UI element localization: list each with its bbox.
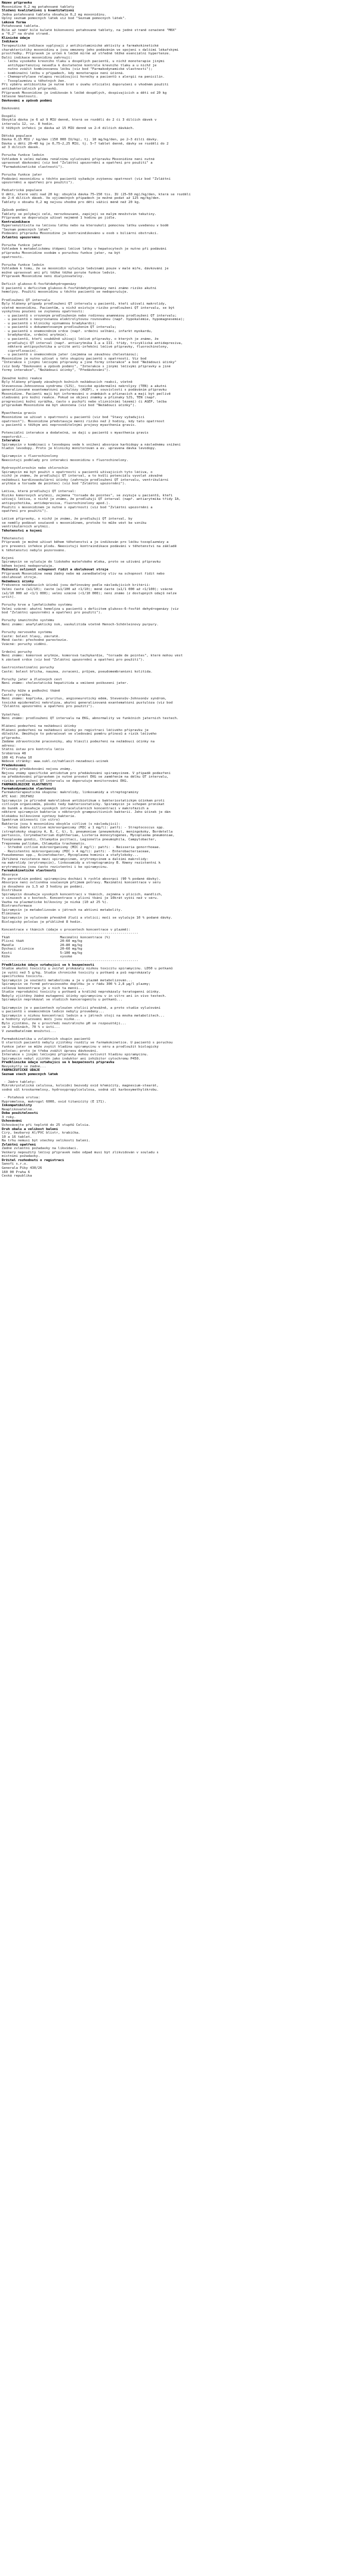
text-line: Hlášení podezření na nežádoucí účinky xyxy=(2,724,76,729)
text-line: do 2–4 dílčích dávek. Ve výjimečných případech je možné podat až 125 mg/kg/den. xyxy=(2,196,161,201)
section-heading: Druh obalu a velikost balení xyxy=(2,1127,58,1131)
text-line: Spiramycin je metabolizován v játrech na aktivní metabolity. xyxy=(2,908,123,912)
text-line: Přípravek Moxonidine není dialyzovatelný. xyxy=(2,275,85,279)
text-line: Nevyskytly se žádné... xyxy=(2,1064,47,1069)
text-line: Stevensova-Johnsonova syndromu (SJS), toxické epidermální nekrolýzy (TEN) a akutní xyxy=(2,384,167,388)
text-line: ventrikulárních arytmií. xyxy=(2,525,50,529)
text-line: u pacientů s těžkým ani neprovoditelnými projevy myasthenia gravis. xyxy=(2,423,137,428)
section-heading: Indikace xyxy=(2,40,18,44)
text-line: Časté: bolest hlavy, závratě. xyxy=(2,634,60,638)
text-line: Moxonidine je nutno užívat u této skupiny pacientů s opatrností. Viz bod xyxy=(2,357,147,361)
text-line: poločas; proto je třeba zvážit úpravu dávkování. xyxy=(2,1049,98,1053)
text-line: na makrolidy (erytromycin), linkosamidy a streptograminy B. Kmeny rezistentní k xyxy=(2,861,161,865)
section-heading: Předklinické údaje vztahující se k bezpečnosti přípravku xyxy=(2,1061,115,1065)
text-line: některé spiramycin bakterie v některých grampozitivních bakterií. Jeho účinek je dán xyxy=(2,810,171,815)
text-line: Pseudomonas spp., Acinetobacter, Mycoplasma hominis a stafylokoky... xyxy=(2,853,139,858)
text-line: Není známo: cholestatická hepatitida a smíšené poškození jater. xyxy=(2,681,129,686)
text-line: hemolýzy. Použití moxonidinu u těchto pacientů se nedoporučuje. xyxy=(2,290,129,294)
text-line: Při výběru antibiotika je nutné brát v úvahu oficiální doporučení o vhodném použití xyxy=(2,83,169,87)
text-line: Biologický poločas je přibližně 8 hodin. xyxy=(2,920,82,924)
text-line: Přípravek se doporučuje užívat nejméně 1 hodinu po jídle. xyxy=(2,216,116,220)
text-line: Veškerý nepoužitý léčivý přípravek nebo odpad musí být zlikvidován v souladu s xyxy=(2,1150,159,1155)
text-line: Dávka u dětí 20–40 kg je 0,75–2,25 MIU, tj. 5–7 tablet denně, dávky se rozdělí do 2 xyxy=(2,142,169,146)
text-line: V zanedbatelném množství... xyxy=(2,1029,56,1033)
text-line: - Velmi dobře citlivé mikroorganismy (MIC ≤ 1 mg/l): patří: - Streptococcus spp. xyxy=(2,826,165,830)
section-heading: Zvláštní opatření xyxy=(2,1143,36,1147)
text-line: Toxoplasma gondii, Chlamydia psittaci, Legionella pneumophila, Campylobacter, xyxy=(2,838,157,842)
text-line: v sinusech a v kostech. Koncentrace v plicní tkáni je 10krát vyšší než v séru. xyxy=(2,896,159,901)
text-line: antipsychotika, antidepresiva, fluorochinolony apod.). xyxy=(2,502,110,505)
text-line: antihypertenzivy nevedla k dostatečné kontrole krevního tlaku a u nichž je xyxy=(2,63,157,67)
text-line: - Potahová vrstva: xyxy=(2,1096,40,1100)
section-heading: FARMACEUTICKÉ ÚDAJE xyxy=(2,1069,40,1073)
text-line: blokádou bílkovinné syntézy bakterie. xyxy=(2,814,76,818)
text-line: specifickou toxicitu. xyxy=(2,975,44,979)
text-line: Byly hlášeny případy závažných kožních nežádoucích reakcí, včetně xyxy=(2,380,132,385)
text-line: Spiramycin ve formě potravinového doplňku je v řádu 300 % 2,8 µg/l plazmy; xyxy=(2,982,151,987)
text-line: "Interakce s jinými léčivými přípravky a jiné formy interakce" a bod "Nežádoucí účinky" xyxy=(2,361,177,365)
text-line: vyskytnou poučeni se zvýšenou opatrností: xyxy=(2,310,85,314)
text-line: během kojení nedoporučuje. xyxy=(2,564,54,568)
text-line: Další indikace moxonidinu zahrnují: xyxy=(2,56,72,60)
text-line: charakteristiky moxonidinu a jsou omezeny jeho podáváním ve spojení s dalšími lékařskými xyxy=(2,48,179,52)
text-line: Šrobárova 48 xyxy=(2,752,26,756)
text-line: Hydroxychlorochin nebo chlorochin xyxy=(2,466,69,471)
text-line: Absorpce xyxy=(2,873,18,877)
text-line: Léčiva, která prodlužují QT interval: xyxy=(2,490,76,494)
text-line: U dětí, které váží nad 20 kg: obvyklá dávka 75–150 tis. IU (25–50 mg)/kg/den, která se rozdělí xyxy=(2,192,191,196)
text-line: Uchovávejte při teplotě do 25 stupňů Celsia. xyxy=(2,1123,91,1127)
text-line: opatrnosti. xyxy=(2,255,24,259)
text-line: Moxonidine. Pacienti mají být informováni o známkách a příznacích a mají být pečlivě xyxy=(2,392,171,396)
text-line: Úplný seznam pomocných látek viz bod "Seznam pomocných látek". xyxy=(2,17,126,21)
text-line: k těhotenství nebylo pozorováno. xyxy=(2,548,66,552)
text-line: pro prevenci infekce plodu. Neexistují kontraindikace podávání v těhotenství na základě xyxy=(2,545,177,549)
text-line: Poruchy imunitního systému xyxy=(2,619,54,623)
text-line: -------------------------------------------------------------------- xyxy=(2,932,139,936)
text-line: Studie reprodukční toxicity u potkanů a králíků neprokázaly teratogenní účinky. xyxy=(2,990,161,994)
text-line: Absorpce není ovlivněna současným příjmem potravy. Maximální koncentrace v séru xyxy=(2,881,161,885)
text-line: Eliminace xyxy=(2,912,20,916)
text-line: Jedna potahovaná tableta obsahuje 0,2 mg moxonidinu. xyxy=(2,13,107,17)
text-line: Mandle 20–80 mg/kg xyxy=(2,943,82,947)
text-line: Moxonidine 0,2 mg potahované tablety xyxy=(2,5,75,9)
text-line: Tablety se polykají celé, nerozkousané, zapíjejí se malým množstvím tekutiny. xyxy=(2,212,157,216)
text-line: Česká republika xyxy=(2,1174,32,1178)
text-line: Podávání moxonidinu u těchto pacientů vyžaduje zvýšenou opatrnost (viz bod "Zvláštní xyxy=(2,177,171,181)
text-line: do buněk a dosahuje vysokých intracelulárních koncentrací v makrofázích a xyxy=(2,806,149,810)
text-line: Vyšetření xyxy=(2,713,20,717)
text-line: Vazba na plazmatické bílkoviny je nízká (10 až 25 %). xyxy=(2,900,109,904)
text-line: - u pacientů s onemocněním srdce (např. srdeční selhání, infarkt myokardu, xyxy=(2,329,153,333)
text-line: Přípravek je možné užívat během těhotenství a je indikován pro léčbu toxoplazmózy a xyxy=(2,541,169,545)
text-line: U pacientů s deficitem glukoso-6-fosfátdehydrogenázy není známo riziko akutní xyxy=(2,286,157,290)
text-line: Spektrum účinnosti (in vitro) xyxy=(2,818,60,822)
text-line: důležité. Umožňuje to pokračovat ve sledování poměru přínosů a rizik léčivého xyxy=(2,732,157,736)
text-line: Studie akutní toxicity u zvířat prokázaly nízkou toxicitu spiramycinu. LD50 u potkanů xyxy=(2,967,173,971)
text-line: přípravku. xyxy=(2,736,22,740)
text-line: Obvyklá dávka je 6 až 9 MIU denně, která se rozdělí do 2 či 3 dílčích dávek v xyxy=(2,118,157,122)
text-line: Spiramycin dosahuje vysokých koncentrací v tkáních, zejména v plicích, mandlích, xyxy=(2,892,163,896)
text-line: Dávkování xyxy=(2,106,20,110)
text-line: prostředky. Přípravek je určen k léčbě mírné až středně těžké esenciální hypertenze. xyxy=(2,52,171,56)
text-line: Poruchy nervového systému xyxy=(2,631,53,635)
text-line: - u pacientů s vrozeným prodloužením nebo rodinnou anamnézou prodloužení QT intervalu; xyxy=(2,314,177,318)
text-line: Nejsou známy specifické antidotum pro předávkování spiramycinem. V případě podezření xyxy=(2,771,171,775)
text-line: Poruchy kůže a podkožní tkáně xyxy=(2,689,60,693)
text-line: Distribuce xyxy=(2,889,22,893)
text-line: upravovat dávkování (viz bod "Zvláštní upozornění a opatření pro použití" a xyxy=(2,161,153,165)
text-line: Porucha funkce ledvin xyxy=(2,263,44,267)
section-heading: Nežádoucí účinky xyxy=(2,579,34,584)
text-line: Sanofi s.r.o. xyxy=(2,1162,28,1166)
text-line: Není známo: prodloužení QT intervalu na EKG, abnormality ve funkčních jaterních testech. xyxy=(2,717,179,721)
text-line: 100 41 Praha 10 xyxy=(2,756,32,760)
text-line: arytmie a torsade de pointes) (viz bod "Zvláštní upozornění"). xyxy=(2,482,126,486)
text-line: ve 2 hodinách, 70 % v ústí... xyxy=(2,1026,60,1030)
text-line: Dýchací sliznice 20–60 mg/kg xyxy=(2,947,82,951)
text-line: Mikrokrystalická celulosa, koloidní bezvodý oxid křemičitý, magnesium-stearát, xyxy=(2,1084,159,1088)
text-line: je vyšší než 5 g/kg. Studie chronické toxicity u potkanů a psů neprokázaly xyxy=(2,971,151,975)
text-line: Vzhledem k velmi malému renálnímu vylučování přípravku Moxonidine není nutné xyxy=(2,157,155,161)
text-line: Velmi časté (≥1/10); časté (≥1/100 až <1/10); méně časté (≥1/1 000 až <1/100); vzácné xyxy=(2,588,173,592)
text-line: adresu: xyxy=(2,744,16,748)
text-line: Tablety o obsahu 0,2 mg nejsou vhodné pro děti vážící méně než 20 kg. xyxy=(2,200,141,204)
text-line: tělesné hmotnosti. xyxy=(2,95,38,99)
text-line: Spiramycin je v pacientech vyloučen stolicí převážně, a proto studie vylučování xyxy=(2,1006,161,1010)
text-line: opatření pro použití"). xyxy=(2,509,48,514)
text-line: Závažné kožní reakce xyxy=(2,376,42,380)
text-line: celková koncentrace je v nich ta menší... xyxy=(2,986,85,990)
text-line: Žádáme zdravotnické pracovníky, aby hlásili podezření na nežádoucí účinky na xyxy=(2,740,155,744)
text-line: (viz body "Dávkování a způsob podání", "Interakce s jinými léčivými přípravky a jiné xyxy=(2,364,171,369)
text-line: 10 a 16 tablet. xyxy=(2,1135,32,1139)
text-line: prodlužují QT interval (např. antiarytmika I.a a III. třídy, tricyklická antidepresiva, xyxy=(2,341,183,345)
text-line: je dosaženo za 1,5 až 3 hodiny po podání. xyxy=(2,885,85,889)
text-line: nepotvrdit... xyxy=(2,435,28,439)
text-line: Způsob podání xyxy=(2,208,28,212)
text-line: Koncentrace v tkáních (údaje v procentech koncentrace v plazmě): xyxy=(2,928,131,932)
text-line: a hodnoty vylučování močí jsou nízké... xyxy=(2,1018,81,1022)
text-line: bod "Zvláštní upozornění a opatření pro použití"). xyxy=(2,611,103,615)
text-line: Poruchy krve a lymfatického systému xyxy=(2,603,72,607)
text-line: Velmi vzácné: akutní hemolýza u pacientů s deficitem glukoso-6-fosfát dehydrogenázy (viz xyxy=(2,607,179,611)
text-line: - Chemoprofylaxe relapsu recidivující horečky a pacientů s alergií na penicilin. xyxy=(2,75,165,79)
text-line: Časté: bolest břicha, nauzea, zvracení, průjem, pseudomembranózní kolitida. xyxy=(2,670,153,674)
text-line: "Seznam pomocných látek". xyxy=(2,228,53,232)
text-line: Není známo: anafylaktický šok, vaskulitida včetně Henoch-Schönleinovy purpury. xyxy=(2,622,159,627)
text-line: Bylo zjištěno, že v prostředí neutrálního pH se rozpouštějí... xyxy=(2,1021,126,1026)
text-line: Prodloužení QT intervalu xyxy=(2,298,50,302)
text-line: Není známo: kopřivka, pruritus, angioneurotický edém, Stevensův-Johnsonův syndrom, xyxy=(2,697,167,701)
text-line: Není známo: komorové arytmie, komorová tachykardie, "torsade de pointes", které mohou vést xyxy=(2,654,183,658)
text-line: sledováni pro kožní reakce. Pokud se objeví známky a příznaky SJS, TEN (např. xyxy=(2,396,157,400)
text-line: - u pacientů, kteří souběžně užívají léčivé přípravky, o kterých je známo, že xyxy=(2,337,159,342)
text-line: Farmakokinetika u zvláštních skupin pacientů xyxy=(2,1037,91,1041)
text-line: obsluhovat stroje. xyxy=(2,576,38,580)
text-line: Myasthenia gravis xyxy=(2,412,36,416)
text-line: Kosti 5–100 mg/kg xyxy=(2,951,82,955)
text-line: Moxonidine se užívat s opatrností u pacientů (viz bod "Stavy vyžadující xyxy=(2,415,145,419)
text-line: Žádné zvláštní požadavky na likvidaci. xyxy=(2,1147,78,1151)
text-line: - u pacientů s dokumentovaným prodloužením QT intervalu; xyxy=(2,326,116,330)
text-line: Srdeční poruchy xyxy=(2,650,32,654)
text-line: 3 roky. xyxy=(2,1115,16,1119)
text-line: Nebyly zjištěny žádné mutagenní účinky spiramycinu v in vitro ani in vivo testech. xyxy=(2,994,167,998)
text-line: formy interakce", "Nežádoucí účinky", "Předávkování"). xyxy=(2,369,110,373)
text-line: nutno zvážit kombinovanou léčbu (viz bod "Farmakodynamické vlastnosti"); xyxy=(2,67,153,72)
text-line: Spiramycin s fluorochinolony xyxy=(2,455,58,459)
text-line: pertussis, Corynebacterium diphtheriae, Listeria monocytogenes, Mycoplasma pneumoniae, xyxy=(2,834,175,838)
section-heading: Interakce xyxy=(2,439,20,443)
text-line: antibakteriálních přípravků. xyxy=(2,87,58,91)
text-line: Tkáň Maximální koncentrace (%) xyxy=(2,935,110,939)
section-heading: Předávkování xyxy=(2,763,26,767)
section-heading: Inkompatibility xyxy=(2,1104,32,1108)
section-heading: Název přípravku xyxy=(2,1,32,5)
text-line: Potenciální interakce a dodatečná, se dají u pacientů s myasthenia gravis xyxy=(2,431,149,435)
text-line: "Farmakokinetické vlastnosti"). xyxy=(2,165,64,169)
text-line: Bílé až téměř bílé kulaté bikonvexní potahované tablety, na jedné straně označené "M0X" xyxy=(2,28,177,32)
text-line: Farmakoterapeutická skupina: makrolidy, linkosamidy a streptograminy xyxy=(2,791,139,795)
text-line: Příznaky předávkování nejsou známy. xyxy=(2,767,72,772)
text-line: Treponema pallidum, Chlamydia trachomatis. xyxy=(2,842,87,846)
text-line: Riziko komorových arytmií, zejména "torsade de pointes", se zvyšuje u pacientů, kteří xyxy=(2,493,173,498)
text-line: Vzácné: poruchy vidění. xyxy=(2,642,48,646)
text-line: Biotransformace xyxy=(2,904,32,908)
text-line: "Zvláštní upozornění a opatření pro použití"). xyxy=(2,705,94,709)
text-line: - u pacientů s klinicky významnou bradykardií; xyxy=(2,321,97,326)
text-line: Spiramycin neprokázal ve studiích kancerogenitu u potkanů... xyxy=(2,998,123,1002)
text-line: Frekvence nežádoucích účinků jsou definovány podle následujících kritérií: xyxy=(2,584,151,588)
text-line: generalizované exantematózní pustulózy (AGEP), v souvislosti s podáváním přípravku xyxy=(2,388,167,392)
text-line: Terapeutické indikace vyplývají z antihistaminické aktivity a farmakokinetické xyxy=(2,44,159,48)
text-line: bradykardie, srdeční arytmie). xyxy=(2,333,69,337)
text-line: se neměly podávat současně s moxonidinem, protože to může vést ke vzniku xyxy=(2,521,147,525)
text-line: Dětská populace xyxy=(2,134,32,138)
text-line: Kůže vysoké xyxy=(2,955,72,959)
text-line: U starších pacientů nebyly zjištěny rozdíly ve farmakokinetice. U pacientů s poruchou xyxy=(2,1041,173,1045)
text-line: Vzhledem k tomu, že se moxonidin vylučuje ledvinami pouze v malé míře, dávkování je xyxy=(2,267,169,271)
text-line: - u pacientů s nevyrovnanou elektrolytovou rovnováhou (např. hypokalémie, hypomagnesémie); xyxy=(2,318,185,322)
section-heading: Seznam všech pomocných látek xyxy=(2,1072,58,1076)
text-line: (streptokoky skupiny A, B, C, G), S. pneumoniae (pneumokoky), meningokoky, Bordetella xyxy=(2,830,173,834)
text-line: užívají léčiva, o nichž je známo, že prodlužují QT interval (např. antiarytmika třídy IA, xyxy=(2,498,181,502)
text-line: Státní ústav pro kontrolu léčiv xyxy=(2,748,64,752)
text-line: u pacientů s onemocněním ledvin nebyly provedeny... xyxy=(2,1010,104,1014)
text-line: Deficit glukoso-6-fosfátdehydrogenázy xyxy=(2,283,76,287)
text-line: místními požadavky. xyxy=(2,1155,40,1159)
text-line: - u pacientů s onemocněním jater (zejména se závažnou cholestázou); xyxy=(2,353,139,357)
text-line: Méně časté: přechodné parestezie. xyxy=(2,638,69,643)
section-heading: Doba použitelnosti xyxy=(2,1112,38,1116)
section-heading: Zvláštní upozornění xyxy=(2,235,40,240)
section-heading: Možnosti ovlivnit schopnost řídit a obsluhovat stroje xyxy=(2,568,109,572)
spc-document xyxy=(2,1,356,1178)
text-line: Gastrointestinální poruchy xyxy=(2,665,54,670)
text-line: Spiramycin se vylučuje do lidského mateřského mléka, proto se užívání přípravku xyxy=(2,560,161,564)
text-line: - Jádro tablety: xyxy=(2,1080,36,1084)
text-line: Léčivé přípravky, o nichž je známo, že prodlužují QT interval, by xyxy=(2,517,132,521)
text-line: Hlášení podezření na nežádoucí účinky po registraci léčivého přípravku je xyxy=(2,728,149,732)
text-line: U těžkých infekcí je dávka až 15 MIU denně ve 2–4 dílčích dávkách. xyxy=(2,126,135,130)
text-line: 160 00 Praha 6 xyxy=(2,1170,30,1174)
text-line: funkce jater se může zvýšit hladina spiramycinu v séru a prodloužit biologický xyxy=(2,1045,159,1049)
text-line: Těhotenství xyxy=(2,536,24,541)
text-line: některá antipsychotika a určité anti-infekční léčivé přípravky, fluorochinolony, xyxy=(2,345,169,349)
section-heading: Dávkování a způsob podání xyxy=(2,99,53,103)
text-line: ciprofloxacin). xyxy=(2,349,38,353)
text-line: Interakce s jinými léčivými přípravky mohou ovlivnit hladinu spiramycinu. xyxy=(2,1053,149,1057)
text-line: včetně moxonidinu. Pacientům, u nichž existuje riziko prodloužení QT intervalu, se být xyxy=(2,306,175,310)
text-line: Dospělí xyxy=(2,114,16,118)
text-line: Hypersenzitivita na léčivou látku nebo na kteroukoli pomocnou látku uvedenou v bodě xyxy=(2,224,169,228)
text-line: Přípravek Moxonidine je indikován k léčbě dospělých, dospívajících a dětí od 20 kg xyxy=(2,91,167,95)
text-line: Neexistují podklady pro interakci moxonidinu s fluorochinolony. xyxy=(2,458,129,462)
section-heading: Farmakodynamické vlastnosti xyxy=(2,787,56,791)
text-line: určit). xyxy=(2,595,16,600)
section-heading: Držitel rozhodnutí o registraci xyxy=(2,1158,64,1162)
text-line: Webové stránky: www.sukl.cz/nahlasit-nezadouci-ucinek xyxy=(2,760,109,764)
text-line: Spiramycin nebyl zjištěn jako induktor ani inhibitor cytochromu P450. xyxy=(2,1057,141,1061)
section-heading: Farmakokinetické vlastnosti xyxy=(2,869,56,873)
section-heading: Kontraindikace xyxy=(2,220,30,224)
text-line: nichž je známo, že prodlužují QT interval, a to kvůli potenciálu vyvolat závažné xyxy=(2,474,163,478)
text-line: toxická epidermální nekrolýza, akutní generalizovaná exantematózní pustulóza (viz bod xyxy=(2,701,173,705)
text-line: Vzhledem k metabolickému štěpení léčivé látky v hepatocytech je nutno při podávání xyxy=(2,247,167,251)
text-line: - kombinační léčbu v případech, kdy monoterapie není účinná. xyxy=(2,71,125,75)
text-line: hladin levodopy. Proto je klinicky monitorován a ev. upravena dávka levodopy. xyxy=(2,447,157,451)
text-line: Pediatrická populace xyxy=(2,189,42,193)
text-line: Časté: vyrážka. xyxy=(2,693,32,697)
text-line: Spiramycin v kombinaci s levodopou vede k snížení absorpce karbidopy a následnému snížení xyxy=(2,443,181,447)
text-line: Dávka 0,15 MIU / kg/den (150 000 IU/kg), tj. 10 mg/kg/den, po 2–3 dílčí dávky. xyxy=(2,138,159,142)
text-line: Kojení xyxy=(2,556,14,560)
text-line: citlivým organismům, působí tedy bakteriostaticky. Spiramycin je schopen pronikat xyxy=(2,803,165,807)
text-line: přípravku Moxonidine osobám s poruchou funkce jater, na být xyxy=(2,251,121,255)
text-line: erytromycinu jsou často rezistentní i ke spiramycinu. xyxy=(2,865,109,869)
text-line: Hypromelosa, makrogol 6000, oxid titaničitý (E 171). xyxy=(2,1100,107,1104)
text-line: Byly hlášeny případy prodloužení QT intervalu u pacientů, kteří užívali makrolidy, xyxy=(2,302,167,306)
text-line: možné upravovat ani při těžké těžké poruše funkce ledvin. xyxy=(2,271,116,275)
text-line: -------------------------------------------------------------------- xyxy=(2,959,139,963)
text-line: Čirý, bezbarvý Al/PVC blistr, krabička. xyxy=(2,1131,81,1135)
text-line: progresivní kožní vyrážka, často s puchýři nebo slizničními lézemi) či AGEP, léčba xyxy=(2,400,167,404)
text-line: Přípravek Moxonidine nemá žádný nebo má zanedbatelný vliv na schopnost řídit nebo xyxy=(2,572,165,576)
text-line: Spiramycin je vylučován převážně žlučí a stolicí; močí se vylučuje 10 % podané dávky. xyxy=(2,916,173,920)
section-heading: Uchovávání xyxy=(2,1119,22,1123)
text-line: Bakterie jsou k moxonidinu obvykle citlivé (s následující): xyxy=(2,822,121,826)
text-line: Zkřížená rezistence mezi spiramycinem, erytromycinem a dalšími makrolidy: xyxy=(2,857,149,861)
text-line: ATC kód: J01FA02 xyxy=(2,795,34,799)
section-heading: Složení kvalitativní i kvantitativní xyxy=(2,9,75,13)
section-heading: FARMAKOLOGICKÉ VLASTNOSTI xyxy=(2,783,53,787)
section-heading: Těhotenství a kojení xyxy=(2,529,42,533)
text-line: Generala Píky 430/26 xyxy=(2,1166,42,1170)
text-line: Plicní tkáň 20–60 mg/kg xyxy=(2,939,82,944)
text-line: - Středně citlivé mikroorganismy (MIC 2 mg/l): patří: - Neisseria gonorrhoeae. xyxy=(2,846,161,850)
text-line: (≥1/10 000 až <1/1 000); velmi vzácné (<1/10 000); není známo (z dostupných údajů nelze xyxy=(2,591,177,595)
text-line: Použití s moxonidinem je nutné s opatrností (viz bod "Zvláštní upozornění a xyxy=(2,505,153,509)
text-line: až 3 dílčích dávek. xyxy=(2,146,40,150)
text-line: Neaplikovatelné. xyxy=(2,1107,34,1112)
text-line: na předávkování přípravkem je nutné provést EKG se zaměřením na délku QT intervalu, xyxy=(2,775,169,779)
text-line: Porucha funkce jater xyxy=(2,243,42,247)
text-line: přípravkem Moxonidine má být ukončena (viz bod "Nežádoucí účinky"). xyxy=(2,404,137,408)
text-line: Potahovaná tableta. xyxy=(2,24,40,29)
text-line: riziko prodloužení QT intervalu se doporučuje monitorování EKG. xyxy=(2,779,129,783)
text-line: Spiramycin je součástí metabolismu a je v plazmě metabolizován... xyxy=(2,978,132,982)
text-line: opatrnost"). Moxonidine představuje menší riziko než 2 hodiny, kdy tato opatrnost xyxy=(2,419,165,423)
text-line: Podávání přípravku Moxonidine je kontraindikováno u osob s biliární obstrukcí. xyxy=(2,232,159,236)
text-line: - Rezistentní mikroorganismy (MIC > 4 mg/l): patří: - Enterobacteriaceae, xyxy=(2,849,151,853)
text-line: Spiramycin je přírodně makrolidové antibiotikum s bakteriostatickým účinkem proti xyxy=(2,799,165,803)
text-line: Porucha funkce ledvin xyxy=(2,153,44,158)
text-line: Spiramycin má být použit s opatrností u pacientů užívajících tyto léčiva, o xyxy=(2,470,153,474)
text-line: - léčbu vysokého krevního tlaku u dospělých pacientů, u nichž monoterapie jinými xyxy=(2,60,165,64)
text-line: a "0,2" na druhé straně. xyxy=(2,32,50,36)
text-line: Po perorálním podání spiramycinu dochází k rychlé absorpci (90 % podané dávky). xyxy=(2,877,161,881)
text-line: Poruchy jater a žlučových cest xyxy=(2,677,63,681)
section-heading: Předklinické údaje vztahující se k bezpečnosti xyxy=(2,963,94,967)
text-line: k zástavě srdce (viz bod "Zvláštní upozornění a opatření pro použití"). xyxy=(2,658,145,662)
text-line: Porucha funkce jater xyxy=(2,173,42,177)
section-heading: Léková forma xyxy=(2,20,26,24)
text-line: sodná sůl kroskarmelosy, hydroxypropylcelulosa, sodná sůl karboxymethylškrobu. xyxy=(2,1088,159,1092)
text-line: nežádoucí kardiovaskulární účinky (zahrnuje prodloužení QT intervalu, ventrikulární xyxy=(2,478,169,482)
text-line: Spiramycin s nízkou koncentrací ledvin a v játrech stojí na mnoha metabolitech... xyxy=(2,1014,165,1018)
text-line: intervalu 12, vz. 8 hodin. xyxy=(2,122,54,126)
text-line: upozornění a opatření pro použití"). xyxy=(2,181,75,185)
section-heading: Klinické údaje xyxy=(2,36,30,40)
text-line: - Toxoplazmózu u těhotných žen. xyxy=(2,79,66,83)
text-line: Na trhu nemusí být všechny velikosti balení. xyxy=(2,1139,91,1143)
